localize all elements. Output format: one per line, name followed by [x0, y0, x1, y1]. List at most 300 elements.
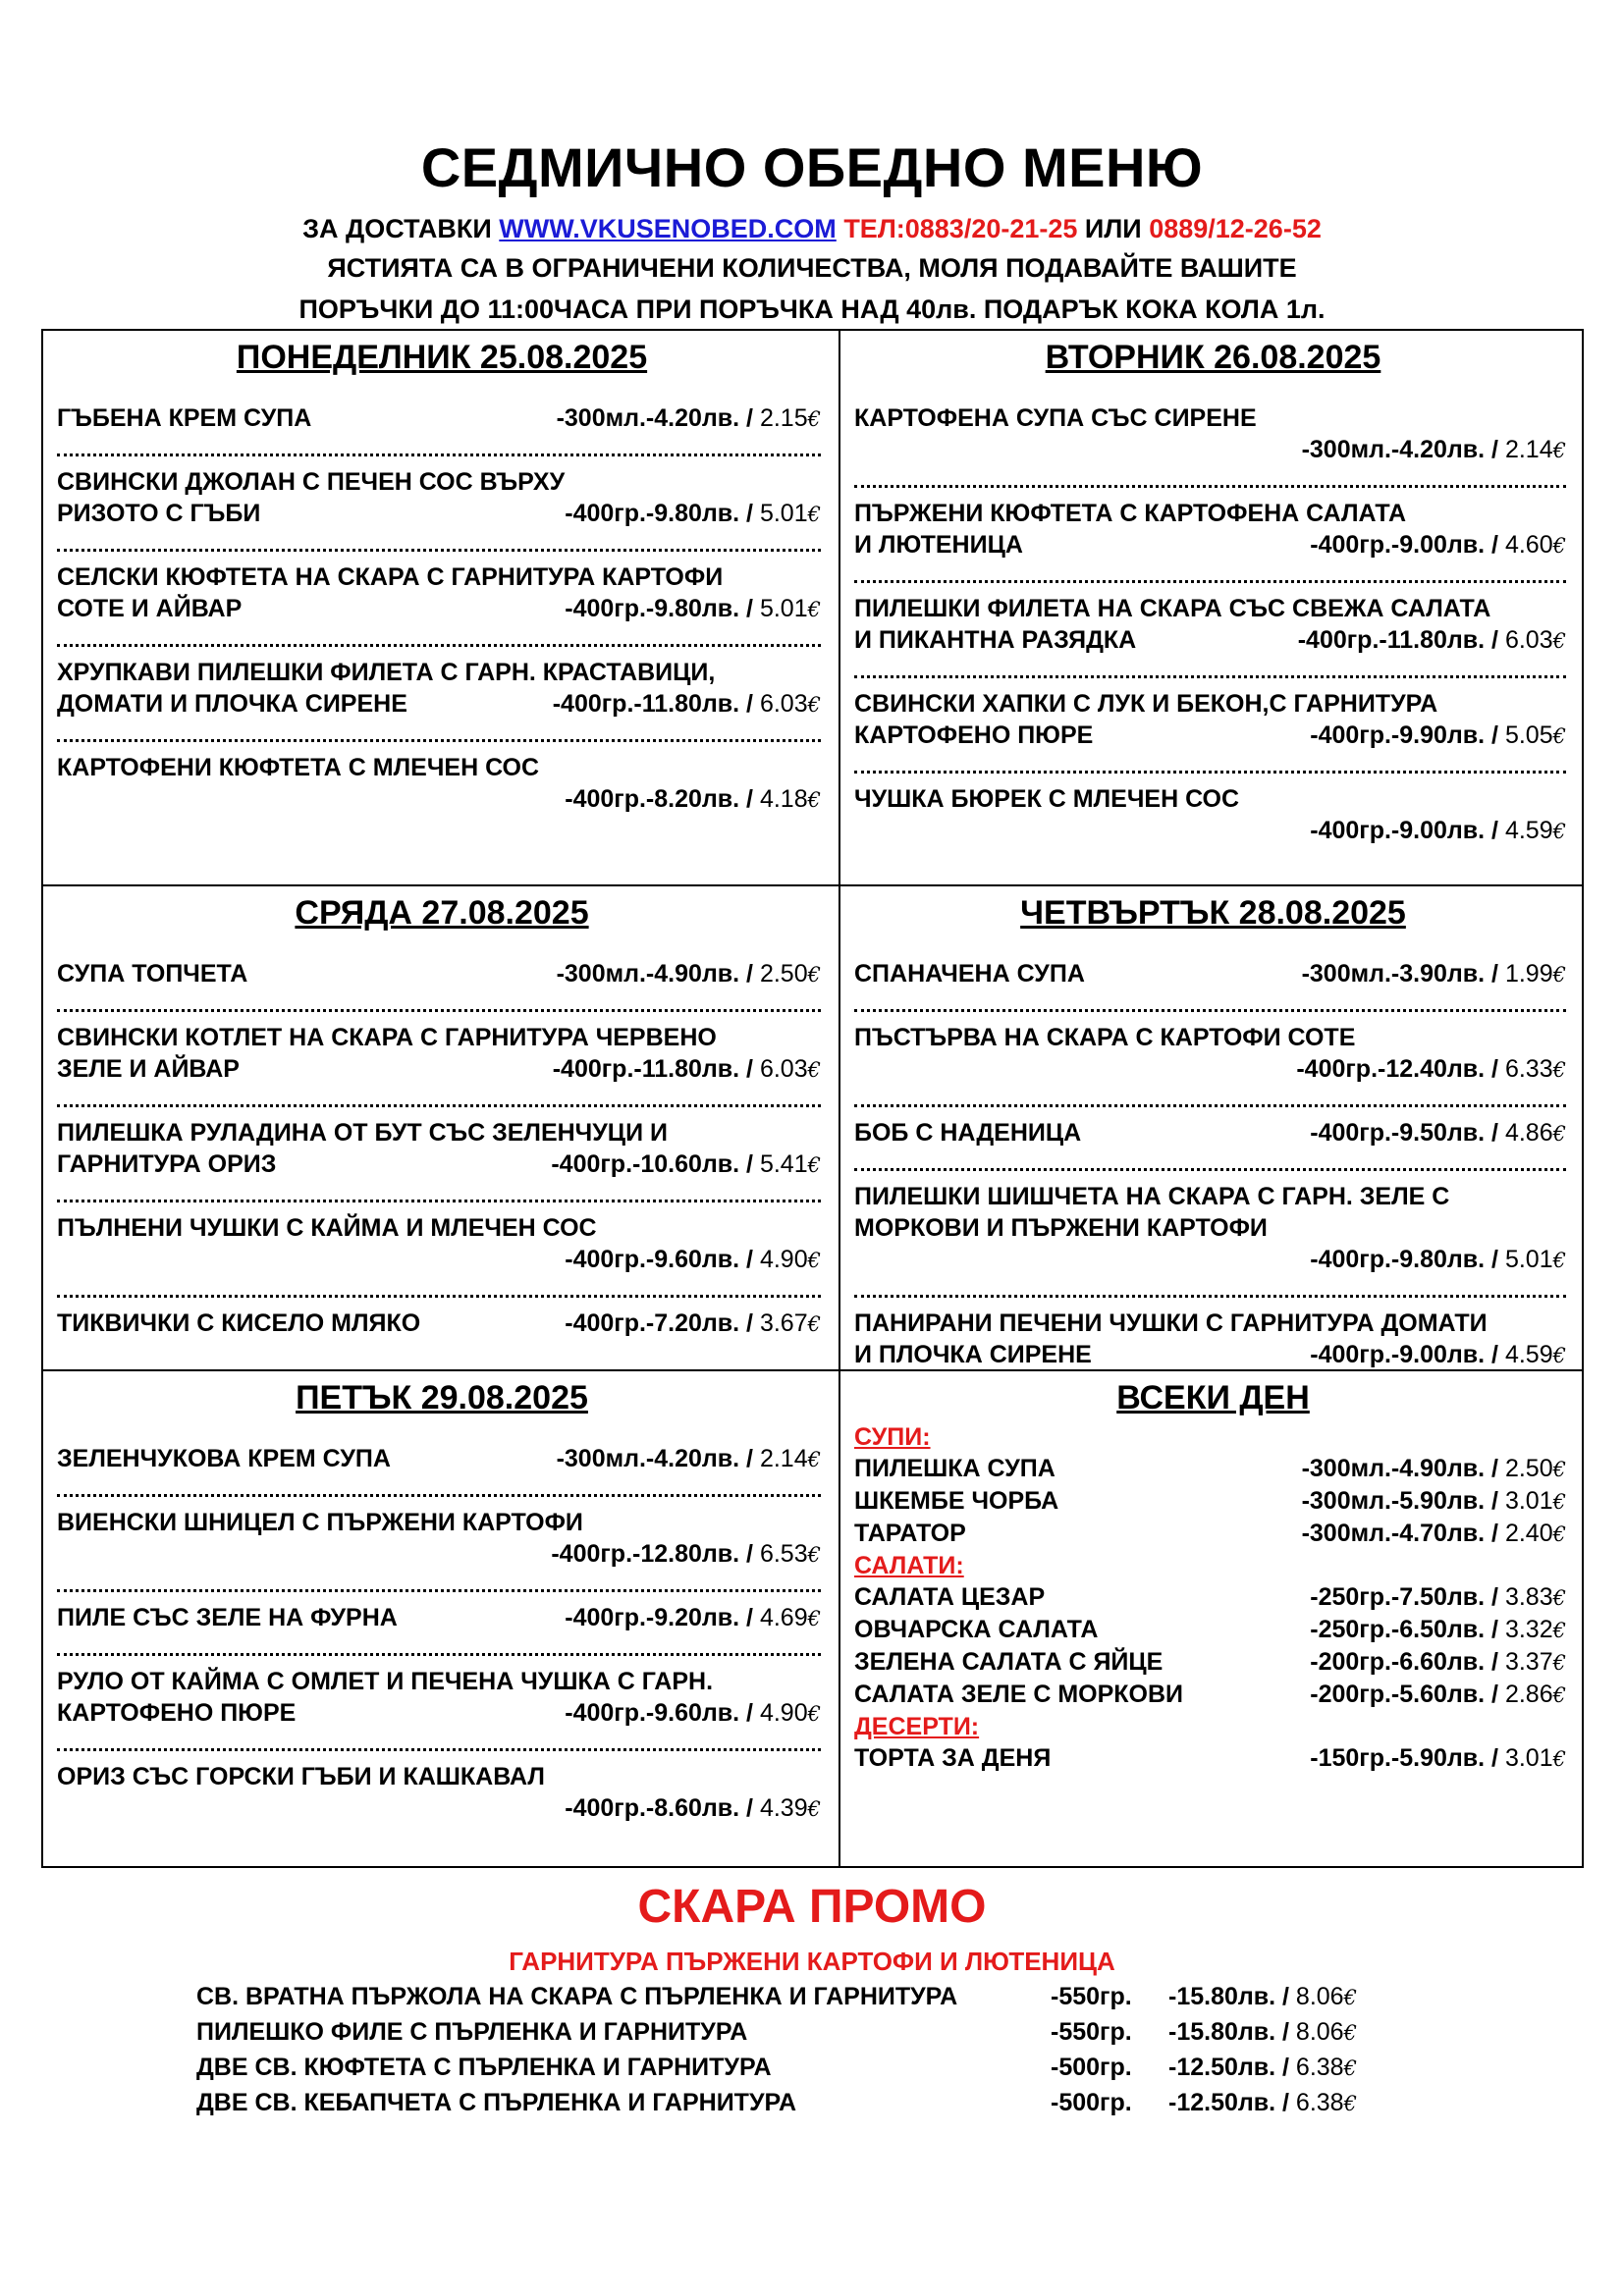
dish-item	[854, 402, 1572, 466]
dish-price-row	[57, 1538, 827, 1571]
dish-row	[854, 624, 1572, 657]
page-title: СЕДМИЧНО ОБЕДНО МЕНЮ	[420, 136, 1204, 198]
dish-price-eur: 3.01	[1504, 1744, 1553, 1772]
dotted-separator	[57, 1634, 821, 1656]
dish-price-eur: 5.01	[759, 500, 808, 527]
dish-name: БОБ С НАДЕНИЦА	[854, 1119, 1082, 1147]
dish-name: ШКЕМБЕ ЧОРБА	[854, 1487, 1059, 1515]
dish-price	[553, 1053, 821, 1086]
dish-price-bgn: -250гр.-6.50лв. /	[1310, 1616, 1505, 1643]
dish-name: ПИЛЕШКА СУПА	[854, 1455, 1056, 1482]
dish-name: ЗЕЛЕНЧУКОВА КРЕМ СУПА	[57, 1445, 391, 1472]
dish-price	[1302, 958, 1566, 990]
dish-price-bgn: -400гр.-9.80лв. /	[565, 595, 760, 622]
dish-item	[854, 1022, 1572, 1086]
dish-price-eur: 6.33	[1504, 1055, 1553, 1083]
everyday-item	[854, 1614, 1572, 1646]
dish-price	[1310, 1117, 1566, 1149]
everyday-item	[854, 1518, 1572, 1550]
dish-price	[565, 1697, 821, 1730]
euro-icon: €	[1552, 439, 1566, 462]
dotted-separator	[57, 1571, 821, 1592]
dish-name: КАРТОФЕНО ПЮРЕ	[57, 1699, 297, 1727]
dish-price-row	[854, 1244, 1572, 1276]
dish-price-bgn: -300мл.-3.90лв. /	[1301, 960, 1505, 988]
dish-name: ГЪБЕНА КРЕМ СУПА	[57, 404, 312, 432]
dish-price-bgn: -400гр.-8.20лв. /	[565, 785, 760, 813]
promo-qty: -500гр.	[1051, 2054, 1132, 2081]
euro-icon: €	[807, 1543, 821, 1567]
dish-price-bgn: -400гр.-9.60лв. /	[565, 1699, 760, 1727]
dish-row	[854, 720, 1572, 752]
dish-item	[854, 593, 1572, 657]
dish-row	[57, 958, 827, 990]
euro-icon: €	[1343, 2021, 1357, 2045]
dish-price-eur: 3.37	[1504, 1648, 1553, 1676]
euro-icon: €	[807, 598, 821, 621]
euro-icon: €	[807, 1153, 821, 1177]
dish-price-eur: 4.18	[759, 785, 808, 813]
dish-price-bgn: -300мл.-4.20лв. /	[556, 404, 760, 432]
dish-price-eur: 1.99	[1504, 960, 1553, 988]
dish-name: САЛАТА ЗЕЛЕ С МОРКОВИ	[854, 1681, 1184, 1708]
dish-row	[57, 1148, 827, 1181]
euro-icon: €	[1552, 1586, 1566, 1610]
day-cell-tuesday	[840, 331, 1584, 884]
notice-line-1: ЯСТИЯТА СА В ОГРАНИЧЕНИ КОЛИЧЕСТВА, МОЛЯ ПОДАВАЙТЕ ВАШИТЕ	[327, 253, 1297, 283]
euro-icon: €	[1552, 724, 1566, 748]
euro-icon: €	[807, 1797, 821, 1821]
dish-item	[854, 498, 1572, 561]
dish-name: СВИНСКИ КОТЛЕТ НА СКАРА С ГАРНИТУРА ЧЕРВЕНО	[57, 1024, 717, 1051]
dish-price-bgn: -250гр.-7.50лв. /	[1310, 1583, 1505, 1611]
dotted-separator	[57, 721, 821, 742]
euro-icon: €	[1343, 1986, 1357, 2009]
dish-price-eur: 5.05	[1504, 721, 1553, 749]
day-cell-friday	[43, 1371, 839, 1868]
dish-price-eur: 4.39	[759, 1794, 808, 1822]
euro-icon: €	[1552, 1651, 1566, 1675]
dotted-separator	[57, 1475, 821, 1497]
dish-price	[1310, 1614, 1566, 1646]
section-label: ДЕСЕРТИ:	[854, 1713, 980, 1740]
promo-price-eur: 8.06	[1295, 1983, 1344, 2010]
euro-icon: €	[1552, 1458, 1566, 1481]
delivery-line	[0, 214, 1624, 244]
day-title: СРЯДА 27.08.2025	[295, 894, 589, 932]
euro-icon: €	[807, 1249, 821, 1272]
euro-icon: €	[1552, 1122, 1566, 1146]
dish-name: ПИЛЕШКА РУЛАДИНА ОТ БУТ СЪС ЗЕЛЕНЧУЦИ И	[57, 1119, 668, 1147]
promo-price-eur: 6.38	[1295, 2054, 1344, 2081]
dish-price-eur: 5.41	[759, 1150, 808, 1178]
dish-price	[565, 593, 821, 625]
dish-item	[57, 402, 827, 435]
dish-price	[1310, 817, 1566, 844]
dish-price	[1302, 1518, 1566, 1550]
dish-price-eur: 6.03	[1504, 626, 1553, 654]
dotted-separator	[57, 435, 821, 456]
euro-icon: €	[1552, 1249, 1566, 1272]
dish-price-bgn: -300мл.-4.90лв. /	[556, 960, 760, 988]
everyday-item	[854, 1742, 1572, 1775]
dish-name: ПЪСТЪРВА НА СКАРА С КАРТОФИ СОТЕ	[854, 1024, 1356, 1051]
dish-item	[854, 688, 1572, 752]
everyday-item	[854, 1453, 1572, 1485]
dish-price-eur: 2.40	[1504, 1520, 1553, 1547]
euro-icon: €	[1552, 1683, 1566, 1707]
dish-price	[1310, 1679, 1566, 1711]
dotted-separator	[57, 1730, 821, 1751]
dish-price	[553, 688, 821, 721]
dotted-separator	[57, 990, 821, 1012]
dish-price-bgn: -150гр.-5.90лв. /	[1310, 1744, 1505, 1772]
dish-price-bgn: -400гр.-11.80лв. /	[552, 690, 760, 718]
dish-price-bgn: -400гр.-9.80лв. /	[565, 500, 760, 527]
dish-name: КАРТОФЕНО ПЮРЕ	[854, 721, 1094, 749]
euro-icon: €	[1552, 963, 1566, 987]
dish-name: ПЪЛНЕНИ ЧУШКИ С КАЙМА И МЛЕЧЕН СОС	[57, 1214, 597, 1242]
promo-price	[1168, 2014, 1357, 2050]
dish-row	[854, 1117, 1572, 1149]
dish-price-eur: 2.50	[759, 960, 808, 988]
dish-item	[854, 783, 1572, 847]
euro-icon: €	[807, 963, 821, 987]
dish-item	[57, 561, 827, 625]
day-cell-wednesday	[43, 886, 839, 1369]
dotted-separator	[57, 625, 821, 647]
dish-item	[57, 1761, 827, 1825]
dotted-separator	[854, 657, 1566, 678]
everyday-cell	[840, 1371, 1584, 1868]
dish-price-eur: 6.03	[759, 1055, 808, 1083]
dotted-separator	[854, 1276, 1566, 1298]
euro-icon: €	[807, 1448, 821, 1471]
dish-price-bgn: -200гр.-6.60лв. /	[1310, 1648, 1505, 1676]
dish-item	[57, 1443, 827, 1475]
euro-icon: €	[807, 788, 821, 812]
dish-price-eur: 2.50	[1504, 1455, 1553, 1482]
dish-name: ПИЛЕШКИ ШИШЧЕТА НА СКАРА С ГАРН. ЗЕЛЕ С	[854, 1183, 1450, 1210]
dish-price-eur: 3.01	[1504, 1487, 1553, 1515]
promo-price-bgn: -12.50лв. /	[1168, 2054, 1296, 2081]
promo-name: СВ. ВРАТНА ПЪРЖОЛА НА СКАРА С ПЪРЛЕНКА И ГАРНИТУРА	[196, 1983, 958, 2010]
dish-name: ТАРАТОР	[854, 1520, 966, 1547]
dish-price	[1310, 1246, 1566, 1273]
dish-price	[565, 1246, 821, 1273]
euro-icon: €	[807, 407, 821, 431]
dish-row	[57, 498, 827, 530]
promo-subtitle: ГАРНИТУРА ПЪРЖЕНИ КАРТОФИ И ЛЮТЕНИЦА	[509, 1947, 1115, 1976]
dish-name: И ПЛОЧКА СИРЕНЕ	[854, 1341, 1092, 1368]
everyday-item	[854, 1581, 1572, 1614]
dish-price	[1296, 1055, 1566, 1083]
promo-name: ДВЕ СВ. КЕБАПЧЕТА С ПЪРЛЕНКА И ГАРНИТУРА	[196, 2089, 797, 2116]
dotted-separator	[57, 1276, 821, 1298]
dish-price-bgn: -400гр.-12.80лв. /	[551, 1540, 760, 1568]
euro-icon: €	[1552, 1522, 1566, 1546]
promo-name: ПИЛЕШКО ФИЛЕ С ПЪРЛЕНКА И ГАРНИТУРА	[196, 2018, 748, 2046]
dish-name: ОРИЗ СЪС ГОРСКИ ГЪБИ И КАШКАВАЛ	[57, 1763, 545, 1790]
dish-price-row	[57, 1244, 827, 1276]
dish-price	[1310, 529, 1566, 561]
dish-price-bgn: -300мл.-4.20лв. /	[556, 1445, 760, 1472]
dish-price-eur: 4.60	[1504, 531, 1553, 559]
dish-name: ЗЕЛЕНА САЛАТА С ЯЙЦЕ	[854, 1648, 1164, 1676]
euro-icon: €	[1552, 1490, 1566, 1514]
dish-row	[57, 1443, 827, 1475]
dish-price	[1302, 1453, 1566, 1485]
euro-icon: €	[1552, 1747, 1566, 1771]
dish-item	[57, 657, 827, 721]
dish-price-bgn: -400гр.-7.20лв. /	[565, 1309, 760, 1337]
dish-price	[1310, 1646, 1566, 1679]
dish-price-row	[854, 434, 1572, 466]
dish-name: САЛАТА ЦЕЗАР	[854, 1583, 1046, 1611]
euro-icon: €	[1552, 1344, 1566, 1367]
dish-item	[57, 466, 827, 530]
dish-price	[1302, 436, 1566, 463]
phone-separator: ИЛИ	[1084, 214, 1142, 243]
dish-item	[854, 958, 1572, 990]
dish-row	[57, 593, 827, 625]
dish-row	[57, 1602, 827, 1634]
dish-price-eur: 2.14	[759, 1445, 808, 1472]
dish-price	[565, 785, 821, 813]
dish-price	[565, 498, 821, 530]
dish-price-eur: 6.03	[759, 690, 808, 718]
dish-price	[1310, 1581, 1566, 1614]
euro-icon: €	[807, 1607, 821, 1630]
dish-item	[854, 1117, 1572, 1149]
dish-name: ТОРТА ЗА ДЕНЯ	[854, 1744, 1052, 1772]
website-link[interactable]: WWW.VKUSENOBED.COM	[499, 214, 837, 243]
notice-line-2: ПОРЪЧКИ ДО 11:00ЧАСА ПРИ ПОРЪЧКА НАД 40лв. ПОДАРЪК КОКА КОЛА 1л.	[298, 294, 1326, 324]
dish-price-eur: 5.01	[1504, 1246, 1553, 1273]
promo-price	[1168, 2050, 1357, 2085]
menu-grid	[41, 329, 1584, 1868]
dish-price-eur: 3.67	[759, 1309, 808, 1337]
dish-name: РУЛО ОТ КАЙМА С ОМЛЕТ И ПЕЧЕНА ЧУШКА С ГАРН.	[57, 1668, 714, 1695]
dish-name: ВИЕНСКИ ШНИЦЕЛ С ПЪРЖЕНИ КАРТОФИ	[57, 1509, 583, 1536]
promo-qty: -550гр.	[1051, 1983, 1132, 2010]
euro-icon: €	[807, 693, 821, 717]
dish-price-bgn: -300мл.-4.70лв. /	[1301, 1520, 1505, 1547]
dotted-separator	[57, 1181, 821, 1202]
dish-item	[57, 1212, 827, 1276]
dish-price-bgn: -300мл.-5.90лв. /	[1301, 1487, 1505, 1515]
dish-item	[57, 1022, 827, 1086]
dish-name: ОВЧАРСКА САЛАТА	[854, 1616, 1099, 1643]
promo-price-bgn: -15.80лв. /	[1168, 2018, 1296, 2046]
promo-item	[196, 2050, 1414, 2085]
promo-item	[196, 1979, 1414, 2014]
euro-icon: €	[807, 1312, 821, 1336]
dish-name: ПЪРЖЕНИ КЮФТЕТА С КАРТОФЕНА САЛАТА	[854, 500, 1407, 527]
dish-price	[1310, 720, 1566, 752]
dotted-separator	[57, 1086, 821, 1107]
dish-row	[57, 1697, 827, 1730]
dotted-separator	[854, 466, 1566, 488]
promo-list	[196, 1979, 1414, 2120]
euro-icon: €	[1552, 534, 1566, 558]
euro-icon: €	[807, 503, 821, 526]
dish-price	[565, 1308, 821, 1340]
dish-price-bgn: -400гр.-9.90лв. /	[1310, 721, 1505, 749]
dish-price-bgn: -400гр.-8.60лв. /	[565, 1794, 760, 1822]
dish-item	[57, 1602, 827, 1634]
dish-row	[57, 688, 827, 721]
promo-price	[1168, 1979, 1357, 2014]
euro-icon: €	[1552, 1058, 1566, 1082]
dish-price-bgn: -400гр.-9.00лв. /	[1310, 531, 1505, 559]
dish-price-row	[57, 1792, 827, 1825]
dish-name: СВИНСКИ ДЖОЛАН С ПЕЧЕН СОС ВЪРХУ	[57, 468, 566, 496]
dish-price-eur: 3.83	[1504, 1583, 1553, 1611]
dish-name: СУПА ТОПЧЕТА	[57, 960, 248, 988]
dish-price-eur: 4.90	[759, 1246, 808, 1273]
section-label: САЛАТИ:	[854, 1552, 964, 1579]
dish-price-bgn: -200гр.-5.60лв. /	[1310, 1681, 1505, 1708]
euro-icon: €	[1552, 629, 1566, 653]
euro-icon: €	[1343, 2092, 1357, 2115]
dish-price-bgn: -400гр.-9.00лв. /	[1310, 817, 1505, 844]
promo-price-bgn: -12.50лв. /	[1168, 2089, 1296, 2116]
promo-price-eur: 8.06	[1295, 2018, 1344, 2046]
euro-icon: €	[1552, 1619, 1566, 1642]
promo-price	[1168, 2085, 1357, 2120]
dish-name: КАРТОФЕНА СУПА СЪС СИРЕНЕ	[854, 404, 1257, 432]
dish-price	[551, 1540, 821, 1568]
dish-price-row	[854, 815, 1572, 847]
dish-price-eur: 6.53	[759, 1540, 808, 1568]
dish-item	[854, 1181, 1572, 1276]
dish-price-bgn: -400гр.-11.80лв. /	[1297, 626, 1505, 654]
dish-price	[551, 1148, 821, 1181]
dish-item	[57, 1666, 827, 1730]
dotted-separator	[854, 752, 1566, 774]
dish-name: ДОМАТИ И ПЛОЧКА СИРЕНЕ	[57, 690, 407, 718]
dish-price-eur: 4.69	[759, 1604, 808, 1631]
dish-name: ГАРНИТУРА ОРИЗ	[57, 1150, 277, 1178]
delivery-label: ЗА ДОСТАВКИ	[302, 214, 492, 243]
dish-price-eur: 4.59	[1504, 1341, 1553, 1368]
dish-name: ПАНИРАНИ ПЕЧЕНИ ЧУШКИ С ГАРНИТУРА ДОМАТИ	[854, 1309, 1488, 1337]
phone-1: ТЕЛ:0883/20-21-25	[843, 214, 1078, 243]
dish-row	[57, 1053, 827, 1086]
dish-name: ХРУПКАВИ ПИЛЕШКИ ФИЛЕТА С ГАРН. КРАСТАВИЦИ,	[57, 659, 716, 686]
day-cell-thursday	[840, 886, 1584, 1369]
dotted-separator	[854, 990, 1566, 1012]
section-label: СУПИ:	[854, 1423, 931, 1451]
dish-name: И ЛЮТЕНИЦА	[854, 531, 1023, 559]
dotted-separator	[854, 561, 1566, 583]
dish-name: КАРТОФЕНИ КЮФТЕТА С МЛЕЧЕН СОС	[57, 754, 540, 781]
day-title: ВТОРНИК 26.08.2025	[1045, 339, 1381, 376]
dish-item	[57, 1507, 827, 1571]
dish-price-row	[854, 1053, 1572, 1086]
promo-price-bgn: -15.80лв. /	[1168, 1983, 1296, 2010]
dish-row	[854, 958, 1572, 990]
day-title: ПЕТЪК 29.08.2025	[296, 1379, 588, 1416]
dish-price	[565, 1794, 821, 1822]
dish-item	[57, 752, 827, 816]
dish-price	[1298, 624, 1566, 657]
dish-price	[565, 1602, 821, 1634]
dish-name: И ПИКАНТНА РАЗЯДКА	[854, 626, 1137, 654]
dish-name: ПИЛЕШКИ ФИЛЕТА НА СКАРА СЪС СВЕЖА САЛАТА	[854, 595, 1491, 622]
dish-price-bgn: -300мл.-4.20лв. /	[1301, 436, 1505, 463]
dish-price-bgn: -400гр.-9.60лв. /	[565, 1246, 760, 1273]
dish-row	[854, 529, 1572, 561]
everyday-item	[854, 1646, 1572, 1679]
dish-price-bgn: -300мл.-4.90лв. /	[1301, 1455, 1505, 1482]
phone-2: 0889/12-26-52	[1149, 214, 1322, 243]
dish-price-bgn: -400гр.-9.20лв. /	[565, 1604, 760, 1631]
day-cell-monday	[43, 331, 839, 884]
dish-item	[57, 958, 827, 990]
dish-price	[1310, 1339, 1566, 1371]
dish-price-eur: 4.59	[1504, 817, 1553, 844]
dish-price-bgn: -400гр.-11.80лв. /	[552, 1055, 760, 1083]
dish-price-bgn: -400гр.-9.00лв. /	[1310, 1341, 1505, 1368]
euro-icon: €	[807, 1058, 821, 1082]
euro-icon: €	[807, 1702, 821, 1726]
dish-item	[57, 1308, 827, 1340]
promo-qty: -550гр.	[1051, 2018, 1132, 2046]
dish-name: ПИЛЕ СЪС ЗЕЛЕ НА ФУРНА	[57, 1604, 398, 1631]
everyday-title: ВСЕКИ ДЕН	[1116, 1379, 1310, 1416]
dish-price	[557, 958, 821, 990]
dish-name: СПАНАЧЕНА СУПА	[854, 960, 1085, 988]
dish-name: МОРКОВИ И ПЪРЖЕНИ КАРТОФИ	[854, 1214, 1268, 1242]
dotted-separator	[57, 530, 821, 552]
everyday-item	[854, 1679, 1572, 1711]
dish-name: ЗЕЛЕ И АЙВАР	[57, 1055, 240, 1083]
dish-price-eur: 2.15	[759, 404, 808, 432]
dish-price-eur: 5.01	[759, 595, 808, 622]
dish-price-eur: 4.90	[759, 1699, 808, 1727]
dish-item	[57, 1117, 827, 1181]
dish-price-eur: 4.86	[1504, 1119, 1553, 1147]
dish-name: РИЗОТО С ГЪБИ	[57, 500, 261, 527]
day-title: ЧЕТВЪРТЪК 28.08.2025	[1020, 894, 1406, 932]
promo-price-eur: 6.38	[1295, 2089, 1344, 2116]
dish-price-eur: 2.86	[1504, 1681, 1553, 1708]
dish-price-eur: 3.32	[1504, 1616, 1553, 1643]
dotted-separator	[854, 1086, 1566, 1107]
dish-price-bgn: -400гр.-10.60лв. /	[551, 1150, 760, 1178]
promo-title: СКАРА ПРОМО	[637, 1881, 987, 1933]
dish-row	[57, 1308, 827, 1340]
dish-item	[854, 1308, 1572, 1371]
euro-icon: €	[1343, 2056, 1357, 2080]
day-title: ПОНЕДЕЛНИК 25.08.2025	[236, 339, 648, 376]
everyday-item	[854, 1485, 1572, 1518]
promo-name: ДВЕ СВ. КЮФТЕТА С ПЪРЛЕНКА И ГАРНИТУРА	[196, 2054, 772, 2081]
promo-qty: -500гр.	[1051, 2089, 1132, 2116]
dish-price	[1310, 1742, 1566, 1775]
dish-row	[57, 402, 827, 435]
dish-price-eur: 2.14	[1504, 436, 1553, 463]
dish-price-bgn: -400гр.-9.50лв. /	[1310, 1119, 1505, 1147]
dish-price	[557, 402, 821, 435]
dish-price-row	[57, 783, 827, 816]
dish-price	[557, 1443, 821, 1475]
dish-name: ТИКВИЧКИ С КИСЕЛО МЛЯКО	[57, 1309, 421, 1337]
dish-price-bgn: -400гр.-12.40лв. /	[1296, 1055, 1505, 1083]
euro-icon: €	[1552, 820, 1566, 843]
